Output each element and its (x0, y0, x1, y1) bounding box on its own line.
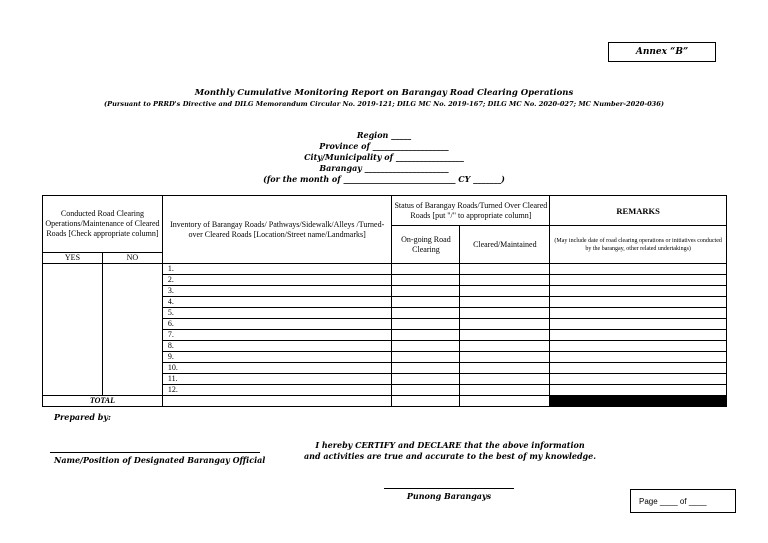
row-number: 8. (162, 341, 392, 352)
total-label: TOTAL (43, 396, 163, 407)
remarks-cell[interactable] (550, 286, 727, 297)
cleared-cell[interactable] (460, 330, 550, 341)
cleared-cell[interactable] (460, 363, 550, 374)
region-line: Region _____ (356, 130, 412, 140)
annex-label: Annex “B” (608, 42, 716, 62)
row-number: 3. (162, 286, 392, 297)
remarks-cell[interactable] (550, 385, 727, 396)
report-title: Monthly Cumulative Monitoring Report on Barangay Road Clearing Operations (194, 88, 574, 98)
inventory-header: Inventory of Barangay Roads/ Pathways/Sidewalk/Alleys /Turned-over Cleared Roads [Location/Street name/Landmarks] (162, 196, 392, 264)
row-number: 6. (162, 319, 392, 330)
remarks-cell[interactable] (550, 264, 727, 275)
cleared-cell[interactable] (460, 341, 550, 352)
ongoing-cell[interactable] (392, 352, 460, 363)
cleared-cell[interactable] (460, 297, 550, 308)
prepared-by-label: Prepared by: (54, 412, 111, 422)
yes-column[interactable] (43, 264, 103, 396)
total-inventory-cell[interactable] (162, 396, 392, 407)
row-number: 12. (162, 385, 392, 396)
ongoing-cell[interactable] (392, 363, 460, 374)
ongoing-cell[interactable] (392, 275, 460, 286)
cleared-cell[interactable] (460, 319, 550, 330)
cleared-cell[interactable] (460, 264, 550, 275)
cleared-cell[interactable] (460, 286, 550, 297)
certify-line-2: and activities are true and accurate to the best of my knowledge. (303, 451, 597, 461)
cleared-cell[interactable] (460, 275, 550, 286)
punong-signature-line (384, 488, 514, 489)
remarks-cell[interactable] (550, 297, 727, 308)
remarks-cell[interactable] (550, 374, 727, 385)
cleared-cell[interactable] (460, 385, 550, 396)
row-number: 4. (162, 297, 392, 308)
page-number-box: Page ____ of ____ (630, 489, 736, 513)
total-remarks-blackout (550, 396, 727, 407)
ongoing-cell[interactable] (392, 385, 460, 396)
remarks-cell[interactable] (550, 308, 727, 319)
row-number: 10. (162, 363, 392, 374)
punong-barangay-label: Punong Barangays (406, 491, 492, 501)
remarks-cell[interactable] (550, 330, 727, 341)
certify-line-1: I hereby CERTIFY and DECLARE that the above information (315, 440, 585, 450)
official-name-label: Name/Position of Designated Barangay Official (54, 455, 266, 465)
yes-header: YES (43, 253, 103, 264)
ongoing-cell[interactable] (392, 319, 460, 330)
status-header: Status of Barangay Roads/Turned Over Cleared Roads [put "/" to appropriate column] (392, 196, 550, 226)
barangay-line: Barangay _____________________ (319, 163, 449, 173)
row-number: 11. (162, 374, 392, 385)
no-column[interactable] (102, 264, 162, 396)
ongoing-cell[interactable] (392, 264, 460, 275)
ongoing-cell[interactable] (392, 297, 460, 308)
remarks-cell[interactable] (550, 341, 727, 352)
remarks-note: (May include date of road clearing operations or initiatives conducted by the barangay, other related undertakings) (550, 226, 727, 264)
cleared-cell[interactable] (460, 352, 550, 363)
total-ongoing-cell[interactable] (392, 396, 460, 407)
ongoing-header: On-going Road Clearing (392, 226, 460, 264)
ongoing-cell[interactable] (392, 308, 460, 319)
row-number: 2. (162, 275, 392, 286)
total-cleared-cell[interactable] (460, 396, 550, 407)
remarks-cell[interactable] (550, 275, 727, 286)
remarks-cell[interactable] (550, 363, 727, 374)
report-subtitle: (Pursuant to PRRD's Directive and DILG Memorandum Circular No. 2019-121; DILG MC No. 2019-167; DILG MC No. 2020-027; MC Number-2020-036) (104, 100, 664, 108)
remarks-cell[interactable] (550, 319, 727, 330)
cleared-header: Cleared/Maintained (460, 226, 550, 264)
ongoing-cell[interactable] (392, 286, 460, 297)
ongoing-cell[interactable] (392, 341, 460, 352)
conducted-header: Conducted Road Clearing Operations/Maintenance of Cleared Roads [Check appropriate column] (43, 196, 163, 253)
no-header: NO (102, 253, 162, 264)
remarks-header: REMARKS (550, 196, 727, 226)
cleared-cell[interactable] (460, 374, 550, 385)
monitoring-table (42, 195, 727, 407)
row-number: 9. (162, 352, 392, 363)
remarks-cell[interactable] (550, 352, 727, 363)
province-line: Province of ___________________ (319, 141, 449, 151)
certification-text (300, 440, 600, 462)
ongoing-cell[interactable] (392, 330, 460, 341)
row-number: 1. (162, 264, 392, 275)
row-number: 5. (162, 308, 392, 319)
month-line: (for the month of ____________________________ CY _______) (263, 174, 505, 184)
row-number: 7. (162, 330, 392, 341)
official-signature-line (50, 452, 260, 453)
ongoing-cell[interactable] (392, 374, 460, 385)
cleared-cell[interactable] (460, 308, 550, 319)
city-line: City/Municipality of _________________ (304, 152, 464, 162)
